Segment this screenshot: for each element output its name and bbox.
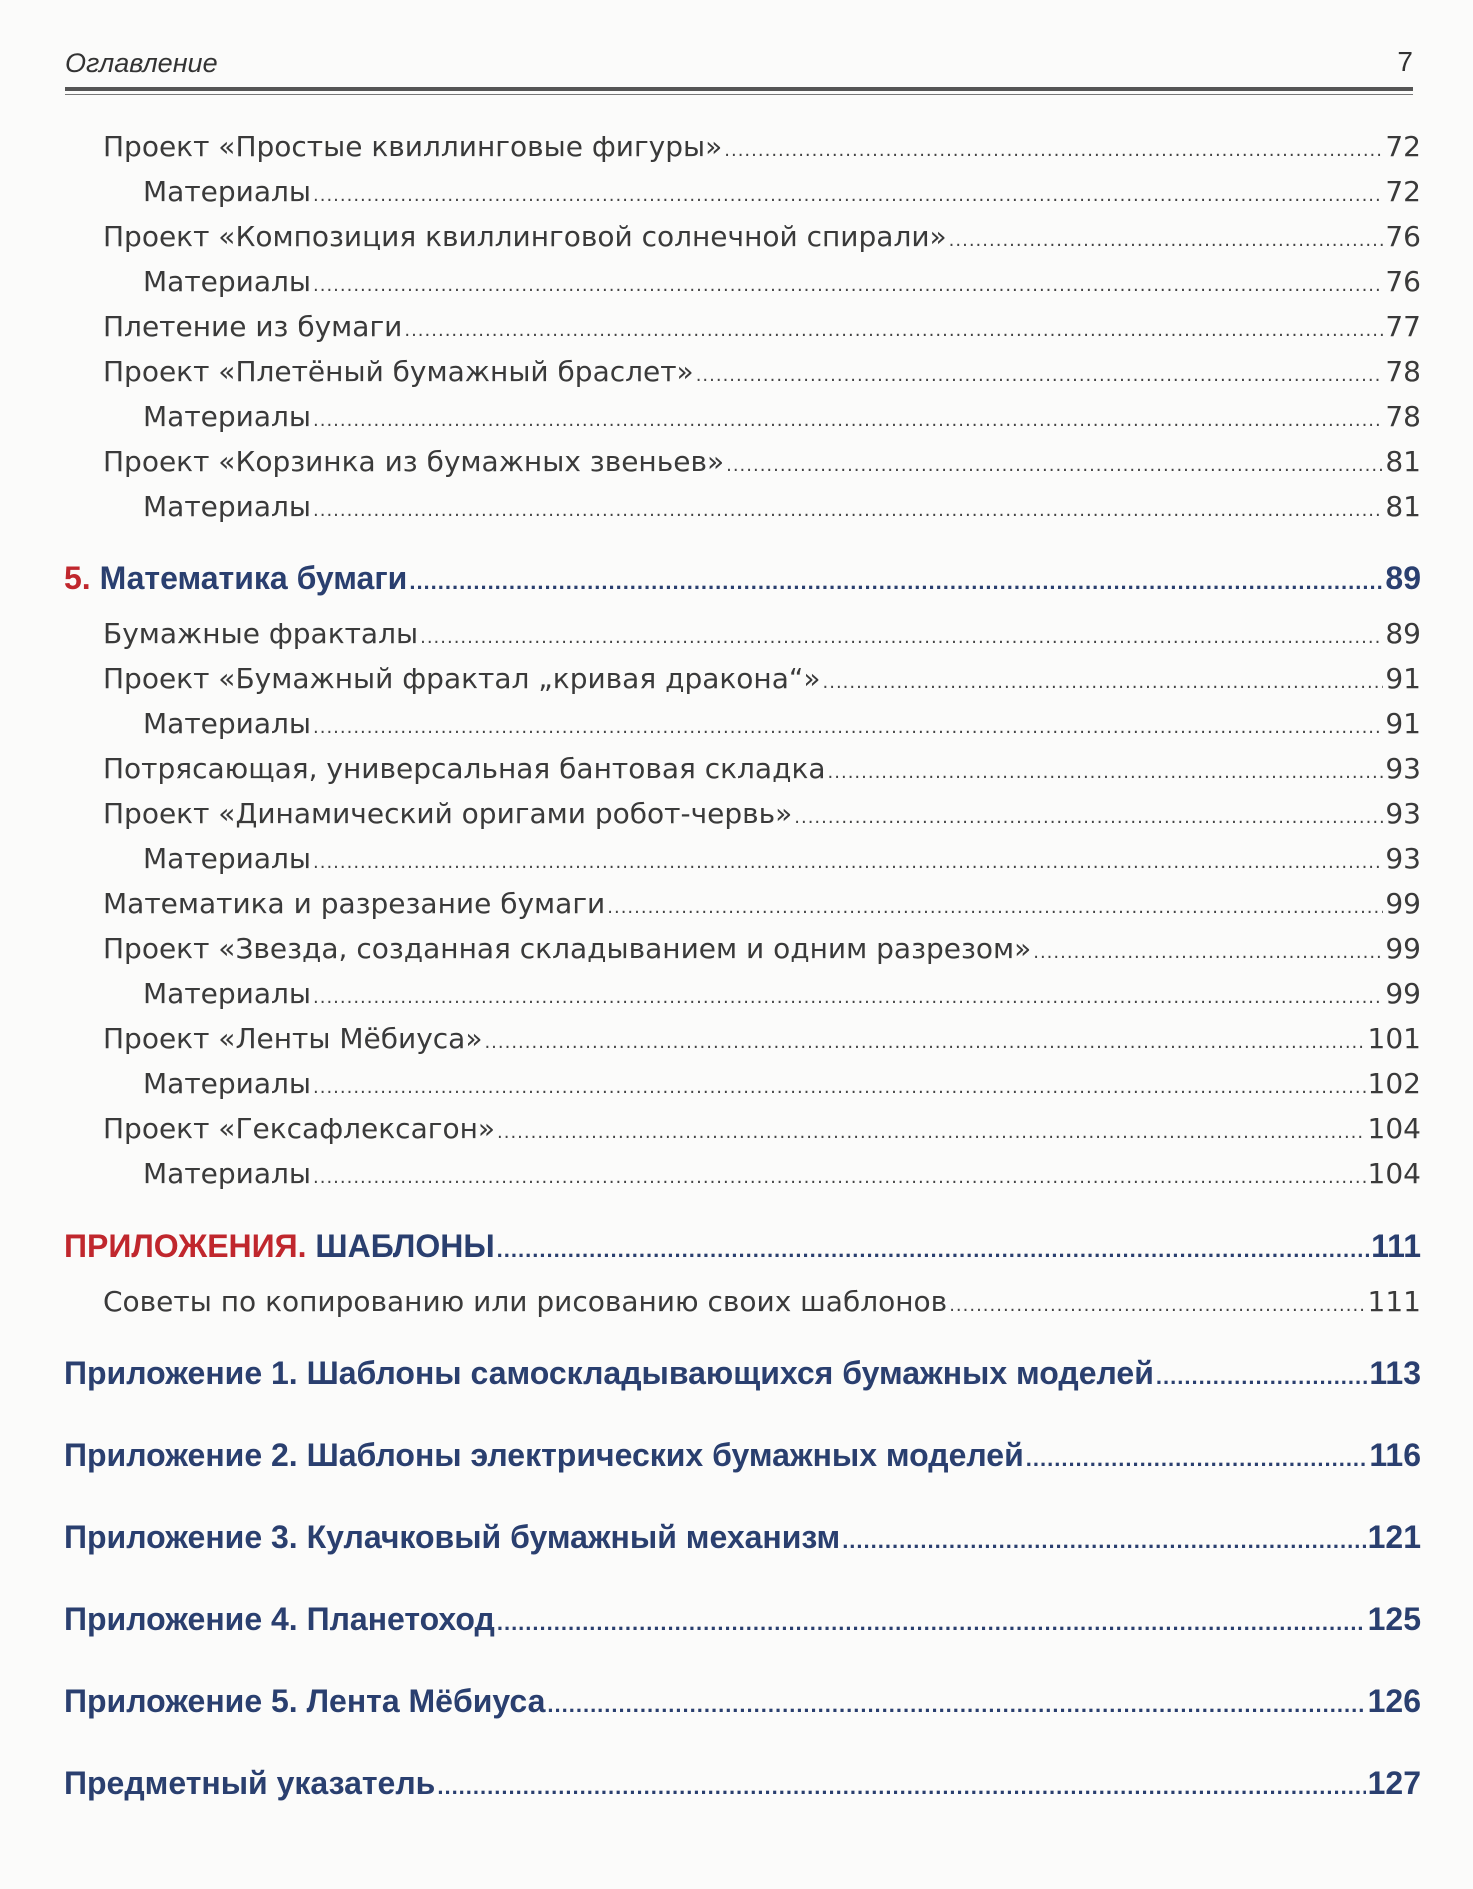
appendix-page: 116 [1369,1437,1421,1473]
toc-entry-page: 91 [1385,662,1421,695]
toc-entry-page: 93 [1385,842,1421,875]
toc-entry-page: 99 [1385,932,1421,965]
toc-entry[interactable] [103,1112,1421,1145]
toc-entry[interactable] [143,400,1421,433]
appendix-title: Приложение 5. Лента Мёбиуса [64,1683,546,1719]
appendix-title: Приложение 3. Кулачковый бумажный механизм [64,1519,841,1555]
toc-entry-title: Материалы [143,1157,311,1190]
header-title: Оглавление [65,48,218,78]
dot-leader [404,320,1383,341]
dot-leader [313,987,1383,1008]
toc-entry-page: 77 [1385,310,1421,343]
toc-entry-title: Бумажные фракталы [103,617,419,650]
toc-entry-title: Материалы [143,400,311,433]
toc-entry-page: 99 [1385,887,1421,920]
toc-entry-page: 101 [1367,1022,1421,1055]
appendix-page: 113 [1369,1355,1421,1391]
toc-entry[interactable] [143,265,1421,298]
toc-entry-page: 93 [1385,797,1421,830]
dot-leader [547,1692,1365,1718]
dot-leader [1156,1364,1367,1390]
toc-entry-title: Проект «Звезда, созданная складыванием и одним разрезом» [103,932,1032,965]
dot-leader [794,807,1383,828]
toc-entry-title: Проект «Композиция квиллинговой солнечной спирали» [103,220,947,253]
toc-entry-page: 76 [1385,265,1421,298]
dot-leader [497,1122,1366,1143]
appendix-title: Приложение 2. Шаблоны электрических бумажных моделей [64,1437,1024,1473]
appendices-heading [64,1228,495,1265]
dot-leader [313,185,1383,206]
toc-entry-page: 76 [1385,220,1421,253]
toc-entry-page: 89 [1385,617,1421,650]
dot-leader [724,140,1383,161]
appendix-title: Приложение 4. Планетоход [64,1601,495,1637]
section-title: Математика бумаги [99,560,408,596]
toc-entry-page: 81 [1385,445,1421,478]
dot-leader [1033,942,1383,963]
toc-entry-title: Материалы [143,175,311,208]
dot-leader [313,500,1383,521]
toc-entry-page: 91 [1385,707,1421,740]
toc-appendix-5[interactable] [64,1683,1421,1720]
dot-leader [313,852,1383,873]
toc-entry-title: Проект «Плетёный бумажный браслет» [103,355,694,388]
toc-entry-page: 93 [1385,752,1421,785]
toc-entry-title: Потрясающая, универсальная бантовая складка [103,752,826,785]
dot-leader [607,897,1383,918]
section-heading [64,560,407,597]
toc-entry[interactable] [103,310,1421,343]
toc-appendix-1[interactable] [64,1355,1421,1392]
running-header [65,44,1413,90]
dot-leader [726,455,1383,476]
appendix-page: 127 [1367,1765,1421,1801]
toc-appendix-4[interactable] [64,1601,1421,1638]
toc-entry-page: 102 [1367,1067,1421,1100]
dot-leader [1026,1446,1368,1472]
toc-entry-title: Проект «Бумажный фрактал „кривая дракона“» [103,662,821,695]
toc-entry-title: Проект «Простые квиллинговые фигуры» [103,130,723,163]
toc-entry-page: 104 [1367,1112,1421,1145]
toc-appendices[interactable] [64,1228,1421,1265]
toc-entry-page: 72 [1385,130,1421,163]
dot-leader [497,1610,1366,1636]
appendix-title: Приложение 1. Шаблоны самоскладывающихся бумажных моделей [64,1355,1154,1391]
appendix-page: 126 [1367,1683,1421,1719]
toc-entry-page: 104 [1367,1157,1421,1190]
dot-leader [409,569,1383,595]
toc-entry[interactable] [103,797,1421,830]
toc-entry[interactable] [103,220,1421,253]
dot-leader [437,1774,1365,1800]
toc-entry[interactable] [103,752,1421,785]
toc-appendix-3[interactable] [64,1519,1421,1556]
appendices-title-red: ПРИЛОЖЕНИЯ. [64,1228,307,1264]
dot-leader [949,230,1384,251]
section-page: 89 [1385,560,1421,596]
dot-leader [842,1528,1365,1554]
toc-entry-title: Проект «Динамический оригами робот-червь» [103,797,793,830]
dot-leader [313,717,1383,738]
toc-entry-title: Материалы [143,977,311,1010]
toc-entry-title: Материалы [143,490,311,523]
toc-entry-title: Материалы [143,707,311,740]
appendices-title-blue: ШАБЛОНЫ [315,1228,495,1264]
dot-leader [828,762,1384,783]
toc-entry-title: Проект «Гексафлексагон» [103,1112,496,1145]
appendix-page: 125 [1367,1601,1421,1637]
toc-entry[interactable] [143,1067,1421,1100]
toc-entry-page: 81 [1385,490,1421,523]
appendix-page: 121 [1367,1519,1421,1555]
toc-entry[interactable] [103,887,1421,920]
dot-leader [497,1237,1369,1263]
toc-entry-title: Материалы [143,1067,311,1100]
toc-entry-title: Проект «Корзинка из бумажных звеньев» [103,445,725,478]
toc-entry-page: 78 [1385,400,1421,433]
toc-entry-page: 72 [1385,175,1421,208]
dot-leader [313,275,1383,296]
header-rule-thin [65,94,1413,95]
toc-entry[interactable] [143,842,1421,875]
dot-leader [313,1167,1366,1188]
section-number: 5. [64,560,91,596]
toc-appendix-2[interactable] [64,1437,1421,1474]
toc-entry[interactable] [103,1285,1421,1318]
toc-entry[interactable] [143,977,1421,1010]
toc-entry-title: Математика и разрезание бумаги [103,887,606,920]
dot-leader [313,1077,1366,1098]
dot-leader [420,627,1383,648]
toc-entry[interactable] [143,490,1421,523]
toc-entry-title: Советы по копированию или рисованию своих шаблонов [103,1285,948,1318]
toc-entry[interactable] [103,662,1421,695]
dot-leader [313,410,1383,431]
toc-entry[interactable] [103,617,1421,650]
toc-entry-title: Плетение из бумаги [103,310,403,343]
toc-entry[interactable] [143,707,1421,740]
dot-leader [823,672,1384,693]
toc-section-5[interactable] [64,560,1421,597]
toc-subject-index[interactable] [64,1765,1421,1802]
toc-entry[interactable] [143,175,1421,208]
toc-entry[interactable] [103,355,1421,388]
toc-entry[interactable] [103,1022,1421,1055]
toc-entry[interactable] [103,130,1421,163]
dot-leader [949,1295,1365,1316]
appendix-title: Предметный указатель [64,1765,436,1801]
toc-entry-page: 78 [1385,355,1421,388]
toc-entry-title: Проект «Ленты Мёбиуса» [103,1022,483,1055]
header-rule [65,87,1413,91]
toc-entry[interactable] [143,1157,1421,1190]
toc-entry-title: Материалы [143,265,311,298]
toc-entry[interactable] [103,445,1421,478]
appendices-page: 111 [1371,1228,1421,1264]
dot-leader [696,365,1384,386]
toc-entry-page: 99 [1385,977,1421,1010]
toc-entry-page: 111 [1367,1285,1421,1318]
toc-entry[interactable] [103,932,1421,965]
toc-entry-title: Материалы [143,842,311,875]
header-page-number: 7 [1397,46,1413,77]
dot-leader [484,1032,1365,1053]
